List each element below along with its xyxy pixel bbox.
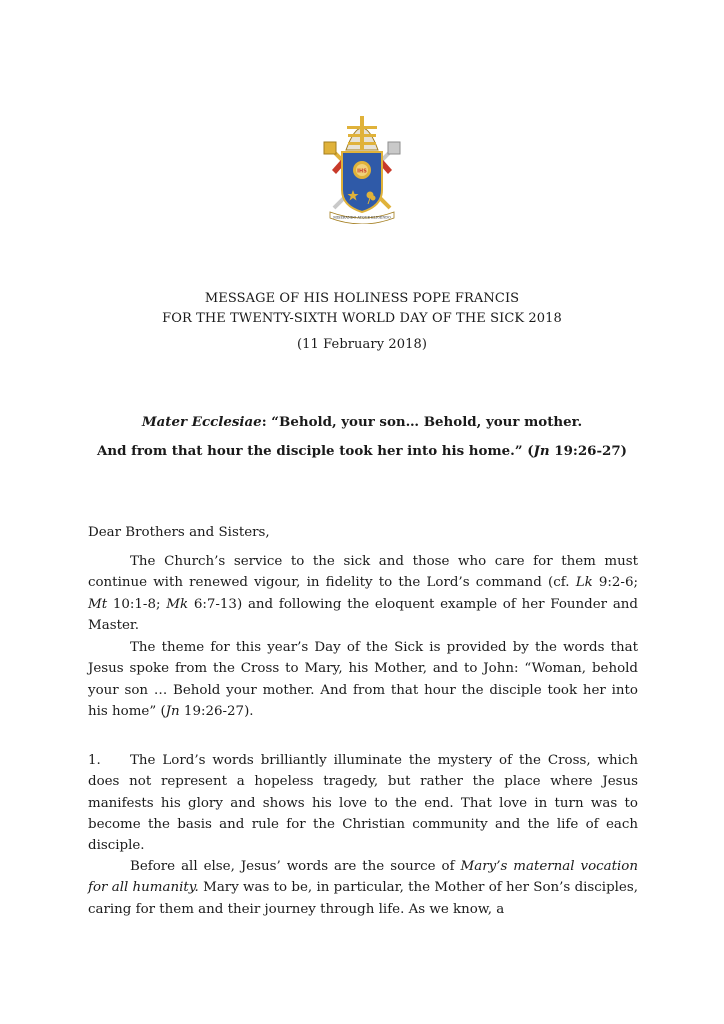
title-ref-rest: 19:26-27) xyxy=(549,443,628,459)
p1-text-b: 9:2-6; xyxy=(592,575,638,591)
p1-mk: Mk xyxy=(166,596,189,612)
message-heading-line1: MESSAGE OF HIS HOLINESS POPE FRANCIS xyxy=(204,291,520,306)
title-line2-main: And from that hour the disciple took her into his home.” ( xyxy=(96,443,534,459)
p1-text-d: 6:7-13) and following the eloquent example of her Founder and Master. xyxy=(88,596,638,633)
title-italic: Mater Ecclesiae xyxy=(141,414,262,430)
p2-text-a: The theme for this year’s Day of the Sick is provided by the words that Jesus spoke from the Cross to Mary, his Mother, and to John: “Woman, behold your son … Behold your mother. And from that hour the disciple took her into his home” ( xyxy=(88,640,638,719)
paragraph-2 xyxy=(88,637,638,722)
paragraph-number: 1. xyxy=(88,753,101,768)
message-heading-line2: FOR THE TWENTY-SIXTH WORLD DAY OF THE SICK 2018 xyxy=(162,311,562,326)
message-date: (11 February 2018) xyxy=(296,337,428,352)
theme-title-line2 xyxy=(0,441,724,461)
theme-title-line1 xyxy=(0,412,724,432)
salutation: Dear Brothers and Sisters, xyxy=(88,525,270,540)
p4-italic: Mary’s maternal vocation for all humanity. xyxy=(88,859,638,896)
papal-coat-of-arms xyxy=(320,112,404,224)
p1-lk: Lk xyxy=(575,575,593,591)
p1-text-c: 10:1-8; xyxy=(107,596,167,612)
motto-text: MISERANDO ATQUE ELIGENDO xyxy=(333,215,391,220)
p2-text-b: 19:26-27). xyxy=(179,703,254,719)
p1-mt: Mt xyxy=(88,596,108,612)
paragraph-1 xyxy=(88,551,638,636)
paragraph-4 xyxy=(88,856,638,920)
p1-text-a: The Church’s service to the sick and those who care for them must continue with renewed vigour, in fidelity to the Lord’s command (cf. xyxy=(88,554,638,591)
title-line1-rest: : “Behold, your son… Behold, your mother. xyxy=(261,414,583,430)
jesuit-sun-icon xyxy=(353,161,371,179)
paragraph-numbered-1 xyxy=(88,750,638,856)
p4-text-b: Mary was to be, in particular, the Mother of her Son’s disciples, caring for them and their journey through life. As we know, a xyxy=(88,880,638,917)
p3-text: The Lord’s words brilliantly illuminate the mystery of the Cross, which does not represent a hopeless tragedy, but rather the place where Jesus manifests his glory and shows his love to the end. That love in turn was to become the basis and rule for the Christian community and the life of each disciple. xyxy=(88,753,638,854)
p4-text-a: Before all else, Jesus’ words are the source of xyxy=(130,859,461,874)
p2-jn: Jn xyxy=(165,703,180,719)
emblem-ihs: IHS xyxy=(357,168,367,175)
title-ref-abbr: Jn xyxy=(533,443,550,459)
mitre-icon xyxy=(346,116,378,150)
